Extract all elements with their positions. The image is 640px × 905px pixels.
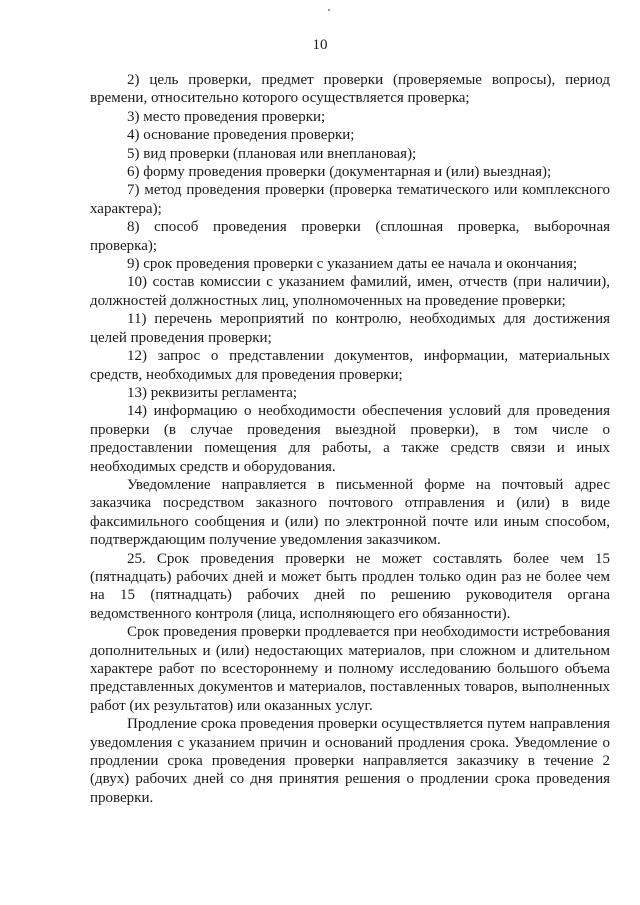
list-item-6: 6) форму проведения проверки (документарная и (или) выездная); <box>127 164 552 181</box>
list-item-5: 5) вид проверки (плановая или внеплановая); <box>127 145 417 162</box>
extension-procedure-paragraph: Продление срока проведения проверки осуществляется путем направления уведомления с указанием причин и оснований продления срока. Уведомление о продлении срока проведения проверки направляется заказчику в течение 2 (двух) рабочих дней со дня принятия решения о продлении срока проведения проверки. <box>90 716 610 806</box>
clause-25-paragraph: 25. Срок проведения проверки не может составлять более чем 15 (пятнадцать) рабочих дней и может быть продлен только один раз не более чем на 15 (пятнадцать) рабочих дней по решению руководителя органа ведомственного контроля (лица, исполняющего его обязанности). <box>90 550 610 622</box>
list-item-2: 2) цель проверки, предмет проверки (проверяемые вопросы), период времени, относительно которого осуществляется проверка; <box>90 72 610 107</box>
list-item-14: 14) информацию о необходимости обеспечения условий для проведения проверки (в случае проведения выездной проверки), в том числе о предоставлении помещения для работы, а также средств связи и иных необходимых средств и оборудования. <box>90 403 610 475</box>
list-item-7: 7) метод проведения проверки (проверка тематического или комплексного характера); <box>90 182 610 217</box>
list-item-9: 9) срок проведения проверки с указанием даты ее начала и окончания; <box>127 256 578 273</box>
list-item-12: 12) запрос о представлении документов, информации, материальных средств, необходимых для проведения проверки; <box>90 348 610 383</box>
list-item-10: 10) состав комиссии с указанием фамилий, имен, отчеств (при наличии), должностей должностных лиц, уполномоченных на проведение проверки; <box>90 274 610 309</box>
list-item-11: 11) перечень мероприятий по контролю, необходимых для достижения целей проведения проверки; <box>90 311 610 346</box>
document-body <box>90 71 610 807</box>
list-item-4: 4) основание проведения проверки; <box>127 127 355 144</box>
list-item-3: 3) место проведения проверки; <box>127 108 326 125</box>
extension-conditions-paragraph: Срок проведения проверки продлевается при необходимости истребования дополнительных и (или) недостающих материалов, при сложном и длительном характере работ по всестороннему и полному исследованию большого объема представленных документов и материалов, поставленных товаров, выполненных работ (их результатов) или оказанных услуг. <box>90 624 610 714</box>
notice-paragraph: Уведомление направляется в письменной форме на почтовый адрес заказчика посредством заказного почтового отправления и (или) в виде факсимильного сообщения и (или) по электронной почте или иным способом, подтверждающим получение уведомления заказчиком. <box>90 476 610 549</box>
list-item-8: 8) способ проведения проверки (сплошная проверка, выборочная проверка); <box>90 219 610 254</box>
list-item-13: 13) реквизиты регламента; <box>127 384 298 401</box>
scan-speck <box>328 9 330 11</box>
page-number: 10 <box>312 37 328 53</box>
